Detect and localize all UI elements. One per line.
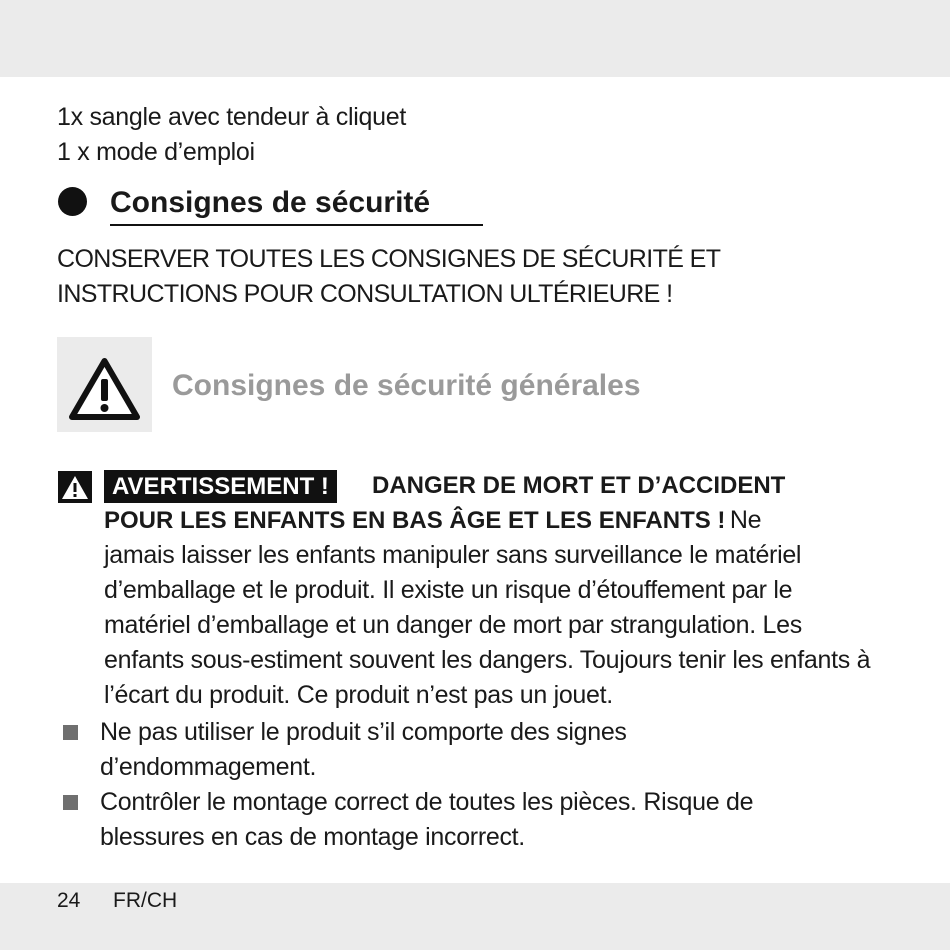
warning-heading-line-2: POUR LES ENFANTS EN BAS ÂGE ET LES ENFANTS ! bbox=[104, 507, 726, 534]
keep-instructions-line: CONSERVER TOUTES LES CONSIGNES DE SÉCURITÉ ET bbox=[57, 245, 721, 273]
bullet-item-line: Ne pas utiliser le produit s’il comporte des signes bbox=[100, 718, 627, 746]
warning-body-line: d’emballage et le produit. Il existe un risque d’étouffement par le bbox=[104, 576, 793, 604]
warning-icon-box bbox=[57, 337, 152, 432]
warning-body-line: enfants sous-estiment souvent les dangers. Toujours tenir les enfants à bbox=[104, 646, 871, 674]
page-number: 24 bbox=[57, 889, 81, 912]
square-bullet-icon bbox=[63, 795, 78, 810]
bullet-item-line: d’endommagement. bbox=[100, 753, 317, 781]
keep-instructions-notice bbox=[57, 242, 720, 312]
bullet-item bbox=[100, 785, 753, 855]
bullet-item bbox=[100, 715, 627, 785]
bullet-item-line: blessures en cas de montage incorrect. bbox=[100, 823, 525, 851]
warning-heading-line-2-row bbox=[104, 503, 761, 541]
footer-locale: FR/CH bbox=[113, 889, 178, 912]
warning-body-line: matériel d’emballage et un danger de mort par strangulation. Les bbox=[104, 611, 802, 639]
square-bullet-icon bbox=[63, 725, 78, 740]
contents-item: 1 x mode d’emploi bbox=[57, 138, 255, 166]
contents-list bbox=[57, 100, 406, 170]
warning-triangle-icon bbox=[57, 337, 152, 432]
bullet-item-line: Contrôler le montage correct de toutes les pièces. Risque de bbox=[100, 788, 754, 816]
general-safety-title: Consignes de sécurité générales bbox=[172, 369, 641, 402]
warning-body-line: jamais laisser les enfants manipuler sans surveillance le matériel bbox=[104, 541, 802, 569]
section-title-underline bbox=[110, 224, 483, 226]
section-title: Consignes de sécurité bbox=[110, 186, 431, 219]
warning-body bbox=[104, 538, 870, 713]
warning-lead-word: Ne bbox=[729, 506, 762, 534]
contents-item: 1x sangle avec tendeur à cliquet bbox=[57, 103, 406, 131]
section-bullet-icon bbox=[58, 187, 87, 216]
keep-instructions-line: INSTRUCTIONS POUR CONSULTATION ULTÉRIEURE ! bbox=[57, 280, 673, 308]
warning-heading-line-1: DANGER DE MORT ET D’ACCIDENT bbox=[372, 472, 786, 499]
small-warning-icon bbox=[58, 471, 92, 503]
small-warning-triangle-icon bbox=[58, 471, 92, 503]
warning-label-badge: AVERTISSEMENT ! bbox=[104, 470, 337, 503]
warning-body-line: l’écart du produit. Ce produit n’est pas un jouet. bbox=[104, 681, 613, 709]
